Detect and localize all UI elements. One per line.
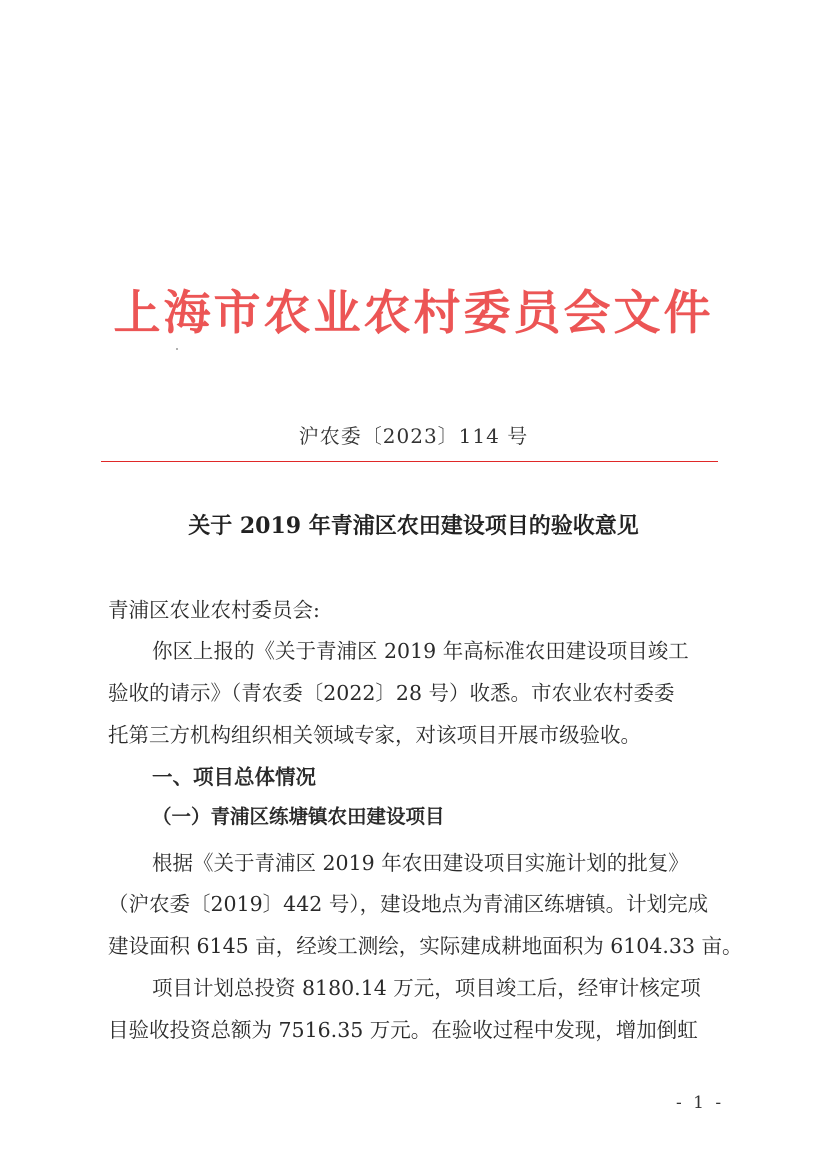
paragraph-line: 项目计划总投资 8180.14 万元，项目竣工后，经审计核定项 — [152, 976, 701, 1000]
document-title: 关于 2019 年青浦区农田建设项目的验收意见 — [188, 513, 639, 539]
paragraph-line: （沪农委〔2019〕442 号），建设地点为青浦区练塘镇。计划完成 — [108, 892, 709, 916]
paragraph-line: 根据《关于青浦区 2019 年农田建设项目实施计划的批复》 — [152, 851, 689, 875]
paragraph-line: 建设面积 6145 亩，经竣工测绘，实际建成耕地面积为 6104.33 亩。 — [108, 934, 743, 958]
section-heading: 一、项目总体情况 — [152, 765, 316, 789]
paragraph-line: 托第三方机构组织相关领域专家，对该项目开展市级验收。 — [108, 723, 641, 747]
addressee: 青浦区农业农村委员会: — [108, 598, 320, 622]
paragraph-line: 验收的请示》（青农委〔2022〕28 号）收悉。市农业农村委委 — [108, 681, 675, 705]
subsection-heading: （一）青浦区练塘镇农田建设项目 — [152, 805, 445, 828]
paragraph-line: 目验收投资总额为 7516.35 万元。在验收过程中发现，增加倒虹 — [108, 1018, 698, 1042]
red-separator-rule — [101, 461, 718, 462]
scan-speck — [176, 348, 178, 350]
issuing-authority-header: 上海市农业农村委员会文件 — [113, 286, 714, 341]
paragraph-line: 你区上报的《关于青浦区 2019 年高标准农田建设项目竣工 — [152, 639, 689, 663]
page-number: - 1 - — [676, 1093, 725, 1113]
document-number: 沪农委〔2023〕114 号 — [298, 424, 529, 448]
